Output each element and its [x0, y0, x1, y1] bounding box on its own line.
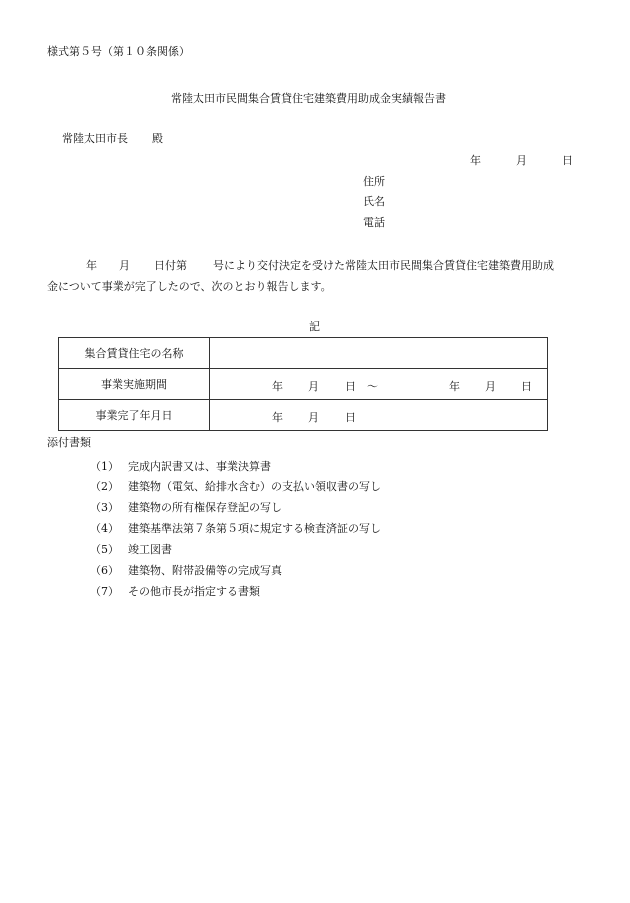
- completion-date-label: 事業完了年月日: [59, 400, 210, 431]
- attachment-item: [90, 565, 282, 576]
- table-row: [59, 400, 548, 431]
- date-year: 年: [470, 154, 481, 167]
- body-month: 月: [119, 259, 130, 272]
- addressee-honorific: 殿: [152, 132, 163, 145]
- attachment-number: （5）: [90, 543, 119, 556]
- attachment-number: （2）: [90, 480, 119, 493]
- applicant-address-label: 住所: [363, 175, 385, 188]
- body-line2: 金について事業が完了したので、次のとおり報告します。: [47, 280, 332, 293]
- attachment-number: （1）: [90, 460, 119, 473]
- attachment-number: （4）: [90, 522, 119, 535]
- body-year: 年: [86, 259, 97, 272]
- date-month: 月: [516, 154, 527, 167]
- period-start-month: 月: [308, 380, 319, 393]
- form-number: 様式第５号（第１０条関係）: [47, 45, 190, 58]
- attachment-item: [90, 523, 381, 534]
- period-start-year: 年: [272, 380, 283, 393]
- attachment-text: 建築物の所有権保存登記の写し: [128, 501, 282, 514]
- attachment-text: 建築物、附帯設備等の完成写真: [128, 564, 282, 577]
- period-end-year: 年: [449, 380, 460, 393]
- attachment-item: [90, 586, 260, 597]
- attachment-text: 建築基準法第７条第５項に規定する検査済証の写し: [128, 522, 381, 535]
- completion-date-value[interactable]: [210, 400, 548, 431]
- attachment-text: その他市長が指定する書類: [128, 585, 260, 598]
- attachment-number: （7）: [90, 585, 119, 598]
- addressee-name: 常陸太田市長: [62, 132, 128, 145]
- period-end-day: 日: [521, 380, 532, 393]
- applicant-phone-label: 電話: [363, 216, 385, 229]
- body-line1: 号により交付決定を受けた常陸太田市民間集合賃貸住宅建築費用助成: [213, 259, 554, 272]
- table-row: [59, 338, 548, 369]
- attachment-item: [90, 502, 282, 513]
- applicant-name-label: 氏名: [363, 195, 385, 208]
- document-title: 常陸太田市民間集合賃貸住宅建築費用助成金実績報告書: [171, 92, 446, 105]
- date-day: 日: [562, 154, 573, 167]
- note-heading: 記: [309, 320, 320, 333]
- completion-month: 月: [308, 411, 319, 424]
- report-table: [58, 337, 548, 431]
- completion-day: 日: [345, 411, 356, 424]
- period-value[interactable]: [210, 369, 548, 400]
- housing-name-label: 集合賃貸住宅の名称: [59, 338, 210, 369]
- attachment-number: （3）: [90, 501, 119, 514]
- attachment-item: [90, 544, 172, 555]
- housing-name-value[interactable]: [210, 338, 548, 369]
- table-row: [59, 369, 548, 400]
- period-end-month: 月: [485, 380, 496, 393]
- period-label: 事業実施期間: [59, 369, 210, 400]
- attachment-number: （6）: [90, 564, 119, 577]
- attachment-text: 完成内訳書又は、事業決算書: [128, 460, 271, 473]
- attachment-item: [90, 481, 381, 492]
- completion-year: 年: [272, 411, 283, 424]
- attachment-text: 竣工図書: [128, 543, 172, 556]
- period-tilde: ～: [367, 380, 378, 393]
- attachment-text: 建築物（電気、給排水含む）の支払い領収書の写し: [128, 480, 381, 493]
- period-start-day: 日: [345, 380, 356, 393]
- attachment-item: [90, 461, 271, 472]
- body-day-number: 日付第: [154, 259, 187, 272]
- attachments-heading: 添付書類: [47, 436, 91, 449]
